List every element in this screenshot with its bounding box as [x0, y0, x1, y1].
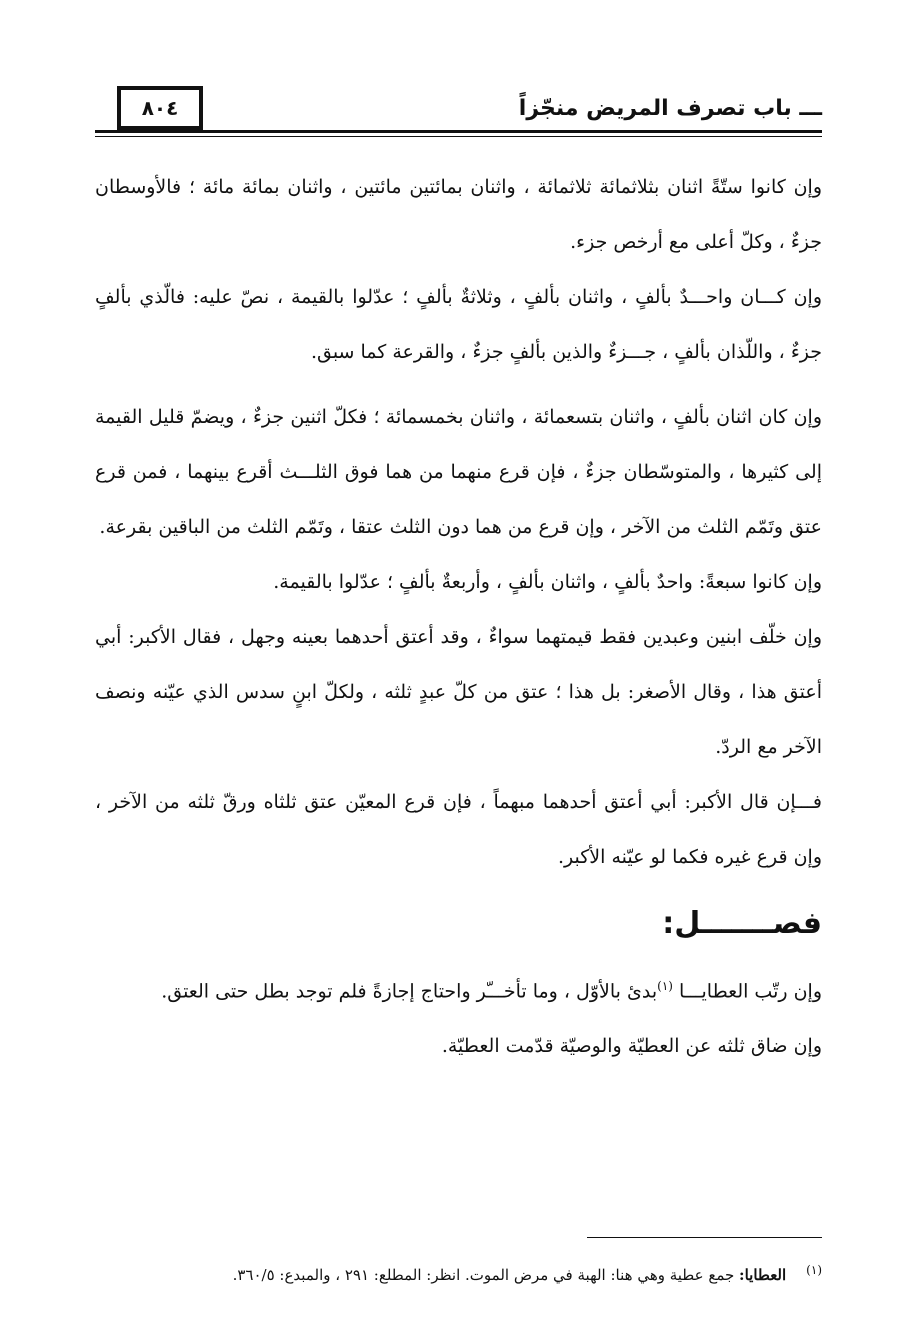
page-header — [95, 82, 822, 142]
section-paragraph-1-end: بدئ بالأوّل ، وما تأخـــّر واحتاج إجازةً فلم توجد بطل حتى العتق. — [161, 980, 658, 1003]
paragraph-6: فـــإن قال الأكبر: أبي أعتق أحدهما مبهماً ، فإن قرع المعيّن عتق ثلثاه ورقّ ثلثه من الآخر ، وإن قرع غيره فكما لو عيّنه الأكبر. — [95, 791, 822, 868]
paragraph-1: وإن كانوا ستّةً اثنان بثلاثمائة ثلاثمائة ، واثنان بمائتين مائتين ، واثنان بمائة مائة ؛ فالأوسطان جزءٌ ، وكلّ أعلى مع أرخص جزء. — [95, 176, 822, 253]
chapter-title: ـــ باب تصرف المريض منجّزاً — [518, 96, 822, 121]
footnote-text: جمع عطية وهي هنا: الهبة في مرض الموت. انظر: المطلع: ٢٩١ ، والمبدع: ٣٦٠/٥. — [232, 1266, 740, 1284]
footnote-mark: (١) — [806, 1263, 822, 1277]
paragraph-3: وإن كان اثنان بألفٍ ، واثنان بتسعمائة ، واثنان بخمسمائة ؛ فكلّ اثنين جزءٌ ، ويضمّ قليل القيمة إلى كثيرها ، والمتوسّطان جزءٌ ، فإن قرع منهما من هما فوق الثلـــث أقرع بينهما ، فمن قرع عتق وتَمّم الثلث من الآخر ، وإن قرع من هما دون الثلث عتقا ، وتَمّم الثلث من الباقين بقرعة. — [95, 406, 822, 538]
section-paragraph-1-start: وإن رتّب العطايـــا — [672, 980, 822, 1003]
body-text — [95, 160, 822, 1074]
header-rule-thin — [95, 136, 822, 137]
section-paragraph-2: وإن ضاق ثلثه عن العطيّة والوصيّة قدّمت العطيّة. — [441, 1035, 822, 1058]
footnote-separator — [587, 1237, 822, 1238]
page-number: ٨٠٤ — [117, 86, 203, 130]
footnote-reference[interactable]: (١) — [657, 979, 673, 993]
footnote-term: العطايا: — [739, 1266, 787, 1284]
section-paragraph-1 — [95, 959, 822, 1019]
paragraph-5: وإن خلّف ابنين وعبدين فقط قيمتهما سواءٌ ، وقد أعتق أحدهما بعينه وجهل ، فقال الأكبر: أبي أعتق هذا ، وقال الأصغر: بل هذا ؛ عتق من كلّ عبدٍ ثلثه ، ولكلّ ابنٍ سدس الذي عيّنه ونصف الآخر مع الردّ. — [95, 626, 822, 758]
paragraph-4: وإن كانوا سبعةً: واحدٌ بألفٍ ، واثنان بألفٍ ، وأربعةٌ بألفٍ ؛ عدّلوا بالقيمة. — [273, 571, 822, 593]
section-title: فصـــــــل: — [662, 906, 822, 941]
paragraph-2: وإن كـــان واحـــدٌ بألفٍ ، واثنان بألفٍ ، وثلاثةٌ بألفٍ ؛ عدّلوا بالقيمة ، نصّ عليه: فالّذي بألفٍ جزءٌ ، واللّذان بألفٍ ، جـــزءٌ والذين بألفٍ جزءٌ ، والقرعة كما سبق. — [95, 286, 822, 363]
header-rule — [95, 130, 822, 133]
footnote — [95, 1258, 822, 1287]
